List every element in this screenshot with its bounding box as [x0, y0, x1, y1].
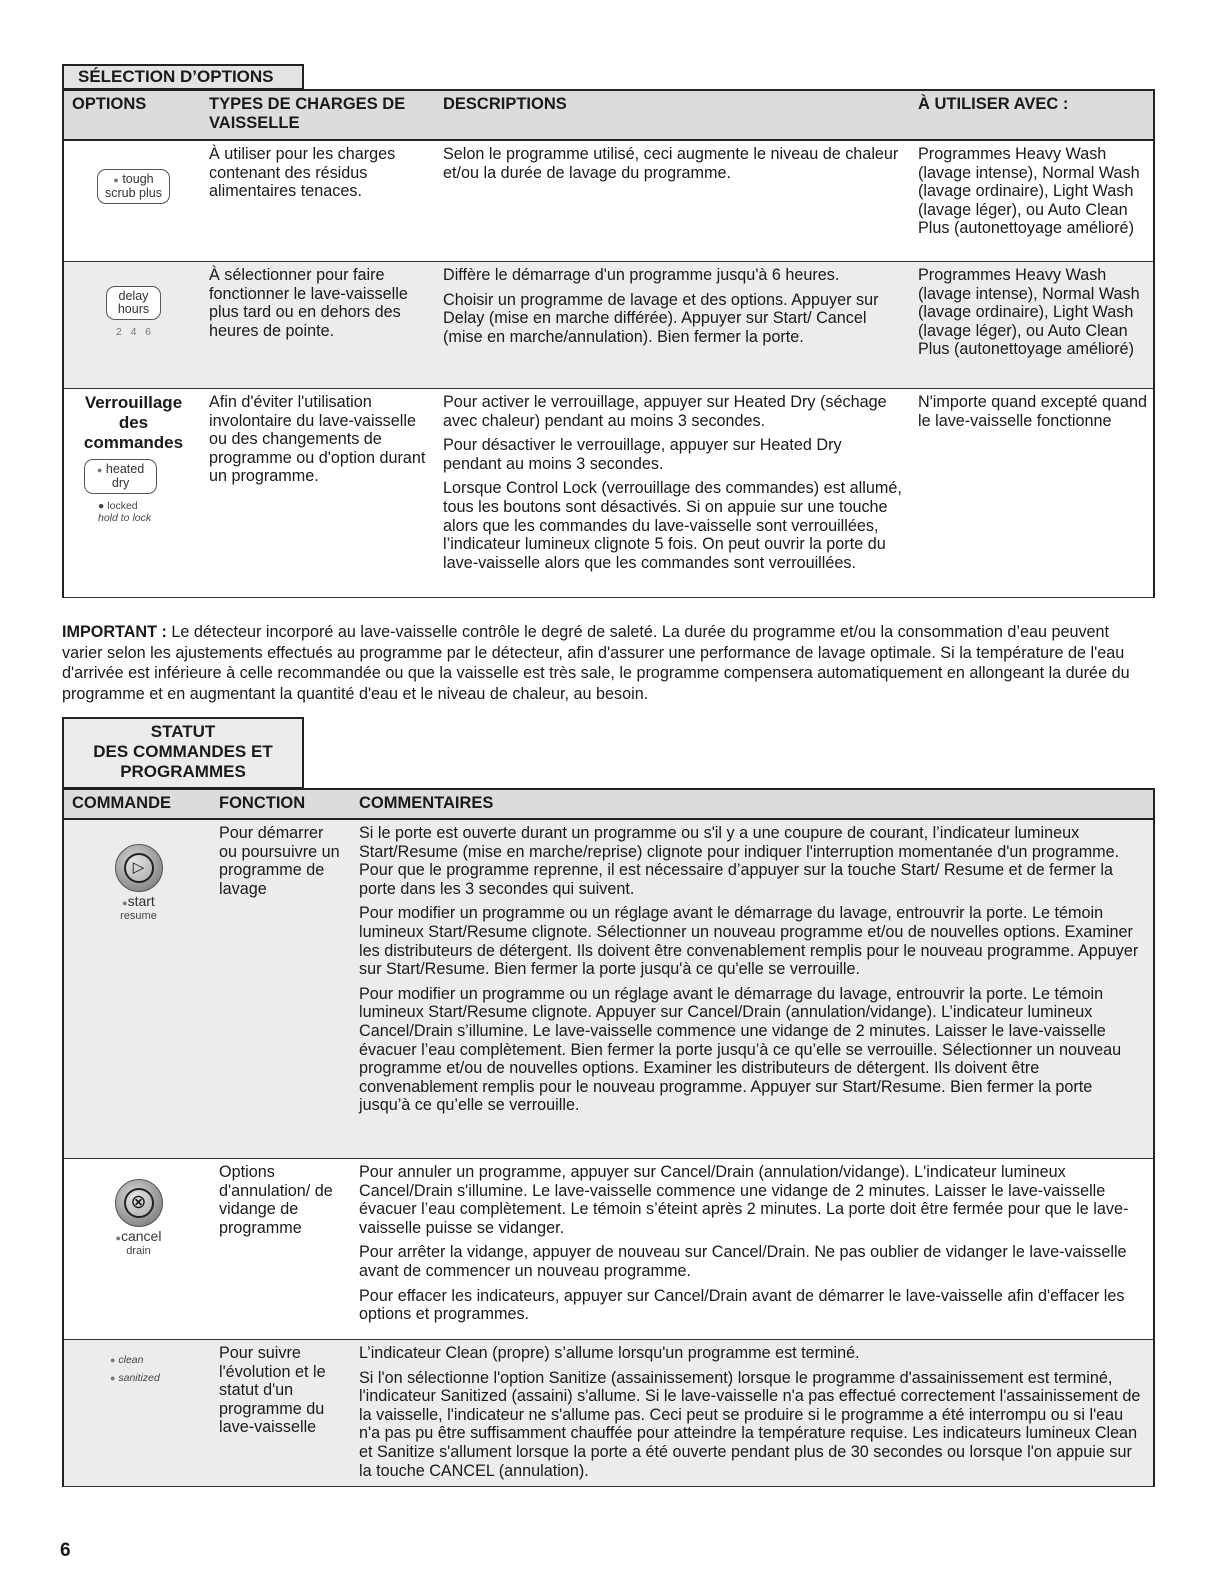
tough-scrub-button-icon [97, 169, 170, 204]
use-with-cell: Programmes Heavy Wash (lavage intense), Normal Wash (lavage ordinaire), Light Wash (lavage léger), ou Auto Clean Plus (autonettoyage amélioré) [910, 262, 1154, 389]
control-lock-name [72, 393, 195, 453]
cancel-x-icon: ⊗ [124, 1188, 154, 1218]
use-with-cell: N'importe quand excepté quand le lave-vaisselle fonctionne [910, 389, 1154, 598]
cancel-label-text: cancel [120, 1228, 162, 1244]
clean-indicator [110, 1354, 205, 1366]
options-table-header [63, 90, 1154, 140]
tough-scrub-line1: tough [122, 172, 154, 186]
delay-hours-button-icon [106, 286, 161, 320]
description-text: Pour activer le verrouillage, appuyer sur Heated Dry (séchage avec chaleur) pendant au moins 3 secondes. [443, 393, 887, 430]
function-cell: Pour démarrer ou poursuivre un programme de lavage [211, 819, 351, 1159]
comments-cell [351, 1159, 1154, 1340]
function-cell: Pour suivre l'évolution et le statut d'un programme du lave-vaisselle [211, 1340, 351, 1487]
delay-hours-line1: delay [118, 289, 149, 303]
header-use-with: À UTILISER AVEC : [910, 90, 1154, 140]
header-load-types: TYPES DE CHARGES DE VAISSELLE [201, 90, 435, 140]
locked-label [84, 500, 195, 512]
description-text: Diffère le démarrage d'un programme jusqu'à 6 heures. [443, 266, 840, 284]
important-note [62, 622, 1152, 704]
indicator-dot-icon: ● [97, 465, 103, 475]
comment-text: Si le porte est ouverte durant un programme ou s'il y a une coupure de courant, l’indicateur lumineux Start/Resume (mise en marche/reprise) clignote pour indiquer l'interruption momentanée d'un programme. Pour que le programme reprenne, il est nécessaire d’appuyer sur la touche Start/ Resume et de fermer la porte dans les 3 secondes qui suivent. [359, 824, 1120, 898]
clean-indicator-text: clean [118, 1354, 144, 1366]
status-section-title [62, 717, 304, 789]
options-table [62, 89, 1155, 598]
sanitized-dot-icon: ● [110, 1373, 116, 1383]
comment-text: Pour effacer les indicateurs, appuyer sur Cancel/Drain avant de démarrer le lave-vaisselle afin d'effacer les options et programmes. [359, 1286, 1125, 1324]
sanitized-indicator-text: sanitized [118, 1372, 160, 1384]
comment-text: Pour modifier un programme ou un réglage avant le démarrage du lavage, entrouvrir la porte. Le témoin lumineux Start/Resume clignote. Sélectionner un nouveau programme et/ou de nouvelles options. Examiner les distributeurs de détergent. Ils doivent être convenablement remplis pour le nouveau programme. Appuyer sur Start/Resume. Bien fermer la porte jusqu'à ce qu'elle se verrouille. [359, 904, 1139, 979]
option-row-tough-scrub [63, 140, 1154, 262]
description-cell [435, 389, 910, 598]
resume-label: resume [120, 910, 157, 922]
delay-hours-line2: hours [117, 302, 150, 316]
command-icon-cell [63, 819, 211, 1159]
use-with-cell: Programmes Heavy Wash (lavage intense), Normal Wash (lavage ordinaire), Light Wash (lavage léger), ou Auto Clean Plus (autonettoyage amélioré) [910, 140, 1154, 262]
header-options: OPTIONS [63, 90, 201, 140]
status-row-cancel-drain [63, 1159, 1154, 1340]
option-icon-cell [63, 140, 201, 262]
comment-text: Si l'on sélectionne l'option Sanitize (assainissement) lorsque le programme d'assainissement est terminé, l'indicateur Sanitized (assaini) s'allume. Si le lave-vaisselle n'a pas effectué correctement l'assainissement de la vaisselle, l'indicateur ne s'allume pas. Ceci peut se produire si le programme a été interrompu ou si l'eau n'a pas pu être suffisamment chauffée pour atteindre la température requise. Les indicateurs lumineux Clean et Sanitize s'allument lorsque la porte a été ouverte pendant plus de 30 secondes ou lorsque l'on appuie sur la touche CANCEL (annulation). [359, 1368, 1141, 1480]
comment-text: Pour annuler un programme, appuyer sur Cancel/Drain (annulation/vidange). L'indicateur lumineux Cancel/Drain s'illumine. Le lave-vaisselle commence une vidange de 2 minutes. Laisser le lave-vaisselle évacuer l’eau complètement. Le témoin s’éteint après 2 minutes. La porte doit être fermée pour que le lave-vaisselle puisse se vidanger. [359, 1163, 1129, 1237]
play-icon: ▷ [124, 853, 154, 883]
option-row-delay-hours [63, 262, 1154, 389]
header-descriptions: DESCRIPTIONS [435, 90, 910, 140]
option-row-control-lock [63, 389, 1154, 598]
status-title-line: DES COMMANDES ET [93, 742, 273, 761]
start-label [72, 894, 205, 910]
description-text: Choisir un programme de lavage et des options. Appuyer sur Delay (mise en marche différée). Appuyer sur Start/ Cancel (mise en marche/annulation). Bien fermer la porte. [443, 290, 879, 346]
indicator-dot-icon: ● [115, 1233, 121, 1243]
indicator-dot-icon: ● [113, 175, 119, 185]
description-text: Pour désactiver le verrouillage, appuyer sur Heated Dry pendant au moins 3 secondes. [443, 436, 842, 473]
hold-to-lock-label: hold to lock [98, 512, 152, 524]
command-icon-cell [63, 1340, 211, 1487]
important-label: IMPORTANT : [62, 623, 167, 641]
status-row-clean-sanitized [63, 1340, 1154, 1487]
start-button-icon [115, 844, 163, 892]
status-table-header [63, 789, 1154, 819]
header-function: FONCTION [211, 789, 351, 819]
status-row-start-resume [63, 819, 1154, 1159]
status-title-line: PROGRAMMES [120, 762, 246, 781]
delay-hours-scale: 2 4 6 [115, 326, 152, 338]
function-cell: Options d'annulation/ de vidange de programme [211, 1159, 351, 1340]
options-section-title-text: SÉLECTION D’OPTIONS [78, 67, 274, 86]
clean-dot-icon: ● [110, 1355, 116, 1365]
header-command: COMMANDE [63, 789, 211, 819]
lock-indicator-dot-icon: ● [98, 500, 105, 512]
cancel-button-icon [115, 1179, 163, 1227]
load-type-cell: À sélectionner pour faire fonctionner le lave-vaisselle plus tard ou en dehors des heures de pointe. [201, 262, 435, 389]
option-icon-cell [63, 389, 201, 598]
control-lock-name-line: des [118, 413, 149, 432]
comments-cell [351, 819, 1154, 1159]
heated-dry-line2: dry [111, 476, 130, 490]
option-icon-cell [63, 262, 201, 389]
page-number: 6 [60, 1540, 71, 1561]
sanitized-indicator [110, 1372, 205, 1384]
description-text: Selon le programme utilisé, ceci augmente le niveau de chaleur et/ou la durée de lavage du programme. [443, 145, 899, 182]
description-cell [435, 262, 910, 389]
load-type-cell: Afin d'éviter l'utilisation involontaire du lave-vaisselle ou des changements de programme ou d'option durant un programme. [201, 389, 435, 598]
comments-cell [351, 1340, 1154, 1487]
comment-text: Pour modifier un programme ou un réglage avant le démarrage du lavage, entrouvrir la porte. Le témoin lumineux Start/Resume clignote. Appuyer sur Cancel/Drain (annulation/vidange). L’indicateur lumineux Cancel/Drain s’illumine. Le lave-vaisselle commence une vidange de 2 minutes. Laisser le lave-vaisselle évacuer l’eau complètement. Bien fermer la porte jusqu’à ce qu’elle se verrouille. Sélectionner un nouveau programme et/ou de nouvelles options. Examiner les distributeurs de détergent. Ils doivent être convenablement remplis pour le nouveau programme. Appuyer sur Start/Resume. Bien fermer la porte jusqu’à ce qu’elle se verrouille. [359, 984, 1122, 1115]
options-section-title [62, 64, 304, 90]
status-table [62, 788, 1155, 1487]
description-cell [435, 140, 910, 262]
start-label-text: start [127, 893, 155, 909]
locked-label-text: locked [107, 500, 138, 512]
control-lock-name-line: Verrouillage [84, 393, 183, 412]
heated-dry-line1: heated [105, 462, 145, 476]
indicator-dot-icon: ● [122, 898, 128, 908]
cancel-label [72, 1229, 205, 1245]
header-comments: COMMENTAIRES [351, 789, 1154, 819]
command-icon-cell [63, 1159, 211, 1340]
control-lock-name-line: commandes [83, 433, 184, 452]
heated-dry-button-icon [84, 459, 157, 494]
drain-label: drain [126, 1245, 151, 1257]
important-text: Le détecteur incorporé au lave-vaisselle contrôle le degré de saleté. La durée du programme et/ou la consommation d’eau peuvent varier selon les ajustements effectués au programme par le détecteur, afin d'assurer une performance de lavage optimale. Si la température de l'eau d'arrivée est inférieure à celle recommandée ou que la vaisselle est très sale, le programme compensera automatiquement en allongeant la durée du programme et en augmentant la quantité d'eau et le niveau de chaleur, au besoin. [62, 623, 1130, 703]
comment-text: Pour arrêter la vidange, appuyer de nouveau sur Cancel/Drain. Ne pas oublier de vidanger le lave-vaisselle avant de commencer un nouveau programme. [359, 1243, 1127, 1280]
tough-scrub-line2: scrub plus [105, 186, 162, 200]
status-title-line: STATUT [150, 722, 216, 741]
description-text: Lorsque Control Lock (verrouillage des commandes) est allumé, tous les boutons sont désactivés. Si on appuie sur une touche alors que les commandes du lave-vaisselle sont verrouillées, l’indicateur lumineux clignote 5 fois. On peut ouvrir la porte du lave-vaisselle alors que les commandes sont verrouillées. [443, 479, 902, 572]
load-type-cell: À utiliser pour les charges contenant des résidus alimentaires tenaces. [201, 140, 435, 262]
comment-text: L’indicateur Clean (propre) s’allume lorsqu'un programme est terminé. [359, 1344, 860, 1362]
